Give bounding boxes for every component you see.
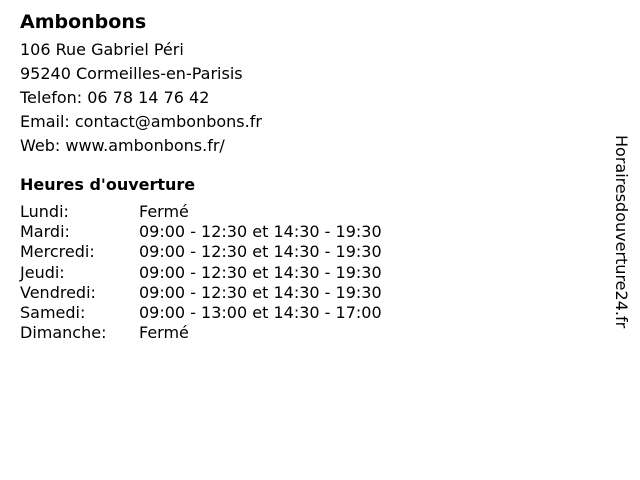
email-line: Email: contact@ambonbons.fr bbox=[20, 112, 262, 131]
business-name: Ambonbons bbox=[20, 11, 147, 33]
hours-title: Heures d'ouverture bbox=[20, 175, 196, 194]
hours-day-monday: Lundi: bbox=[20, 202, 69, 221]
hours-time-saturday: 09:00 - 13:00 et 14:30 - 17:00 bbox=[139, 303, 382, 323]
hours-table bbox=[20, 202, 600, 343]
address-city: 95240 Cormeilles-en-Parisis bbox=[20, 64, 243, 83]
hours-day-wednesday: Mercredi: bbox=[20, 242, 95, 262]
hours-day-sunday: Dimanche: bbox=[20, 323, 107, 343]
hours-day-saturday: Samedi: bbox=[20, 303, 86, 323]
hours-time-sunday: Fermé bbox=[139, 323, 189, 343]
phone-line: Telefon: 06 78 14 76 42 bbox=[20, 88, 210, 107]
hours-day-tuesday: Mardi: bbox=[20, 222, 70, 242]
hours-time-wednesday: 09:00 - 12:30 et 14:30 - 19:30 bbox=[139, 242, 382, 262]
hours-day-friday: Vendredi: bbox=[20, 282, 96, 302]
website-line: Web: www.ambonbons.fr/ bbox=[20, 136, 225, 155]
hours-time-monday: Fermé bbox=[139, 202, 189, 221]
address-street: 106 Rue Gabriel Péri bbox=[20, 40, 184, 59]
hours-day-thursday: Jeudi: bbox=[20, 262, 65, 282]
hours-time-friday: 09:00 - 12:30 et 14:30 - 19:30 bbox=[139, 282, 382, 302]
hours-time-tuesday: 09:00 - 12:30 et 14:30 - 19:30 bbox=[139, 222, 382, 242]
business-card bbox=[20, 8, 600, 343]
source-watermark: Horairesdouverture24.fr bbox=[612, 135, 631, 329]
hours-time-thursday: 09:00 - 12:30 et 14:30 - 19:30 bbox=[139, 262, 382, 282]
